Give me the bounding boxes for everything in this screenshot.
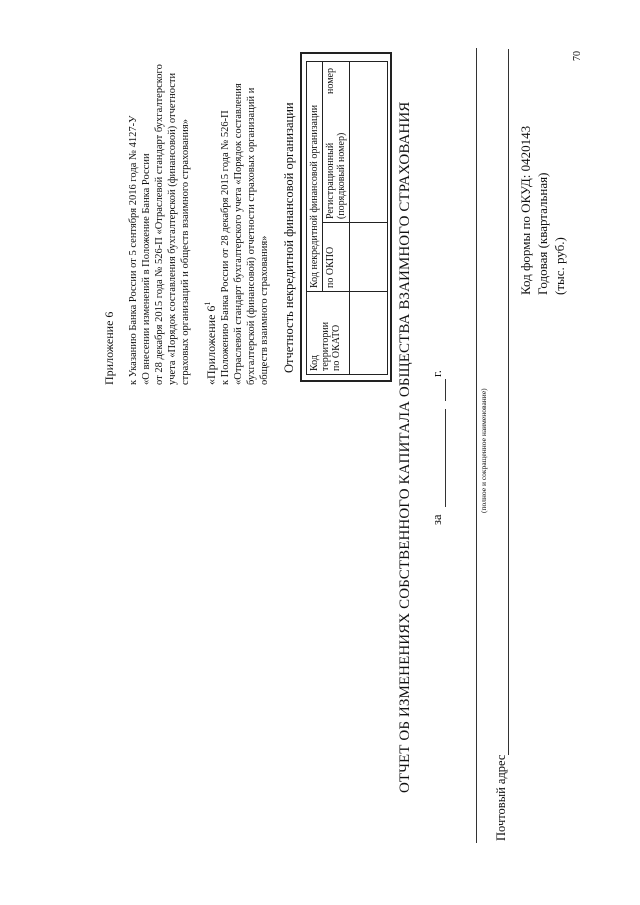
appendix-inner-block: [200, 83, 271, 385]
postal-address-label: Почтовый адрес: [494, 754, 508, 841]
okpo-header-cell: по ОКПО: [323, 223, 350, 292]
appendix-inner-line: «Отраслевой стандарт бухгалтерского учета «Порядок составления: [233, 83, 244, 385]
reg-number-header-line: Регистрационный: [325, 142, 336, 219]
codes-table: [306, 61, 388, 375]
okato-header-line: Код: [309, 355, 320, 371]
appendix-line: «О внесении изменений в Положение Банка России: [141, 153, 152, 385]
form-code-block: [517, 126, 568, 295]
appendix-block: [102, 64, 192, 385]
appendix-line: страховых организаций и обществ взаимного страхования»: [180, 119, 191, 385]
appendix-line: к Указанию Банка России от 5 сентября 2016 года № 4127-У: [128, 115, 139, 385]
main-title: ОТЧЕТ ОБ ИЗМЕНЕНИЯХ СОБСТВЕННОГО КАПИТАЛА ОБЩЕСТВА ВЗАИМНОГО СТРАХОВАНИЯ: [397, 101, 413, 793]
appendix-inner-line: бухгалтерской (финансовой) отчетности страховых организаций и: [246, 87, 257, 385]
reg-number-header-suffix: номер: [325, 68, 336, 94]
nfo-code-group-header: Код некредитной финансовой организации: [307, 62, 323, 292]
reg-number-header-line: (порядковый номер): [336, 132, 347, 219]
appendix-inner-line: обществ взаимного страхования»: [259, 235, 270, 385]
appendix-line: учета «Порядок составления бухгалтерской (финансовой) отчетности: [167, 72, 178, 385]
okato-header-line: по ОКАТО: [331, 324, 342, 371]
page-number: 70: [572, 51, 583, 61]
appendix-line: от 28 декабря 2015 года № 526-П «Отраслевой стандарт бухгалтерского: [154, 64, 165, 385]
period-year-blank: [445, 379, 446, 401]
report-header: Отчетность некредитной финансовой организации: [282, 102, 296, 373]
okato-header-cell: [307, 292, 350, 375]
period-prefix: за: [430, 514, 444, 525]
period-day-month-blank: [445, 409, 446, 507]
reg-number-header-cell: [323, 62, 350, 223]
okpo-value-cell: [350, 223, 388, 292]
organization-name-caption: (полное и сокращенное наименование): [479, 388, 488, 513]
okud-code: Код формы по ОКУД: 0420143: [518, 125, 533, 295]
report-units: (тыс. руб.): [552, 237, 567, 295]
postal-address-line: [508, 49, 509, 755]
okato-value-cell: [350, 292, 388, 375]
appendix-title: Приложение 6: [102, 311, 116, 385]
appendix-inner-title: «Приложение $6^1$: [203, 301, 218, 385]
period-suffix: г.: [430, 370, 444, 377]
reg-number-value-cell: [350, 62, 388, 223]
okato-header-line: территории: [320, 321, 331, 371]
organization-name-line: [476, 48, 477, 843]
appendix-inner-superscript: 1: [203, 301, 212, 306]
report-periodicity: Годовая (квартальная): [535, 172, 550, 295]
appendix-inner-line: к Положению Банка России от 28 декабря 2015 года № 526-П: [220, 110, 231, 385]
